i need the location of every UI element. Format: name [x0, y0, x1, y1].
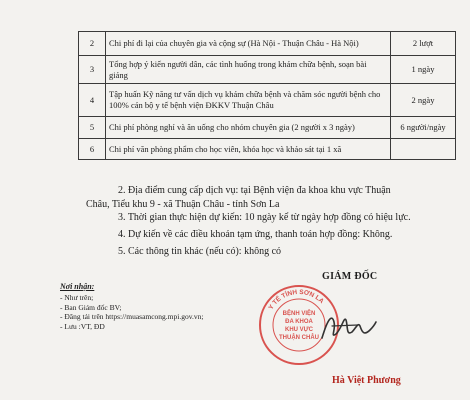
seal-line: ĐA KHOA — [285, 319, 313, 325]
recipient-item: - Ban Giám đốc BV; — [60, 303, 122, 312]
table-row — [79, 32, 456, 56]
seal-line: BỆNH VIỆN — [282, 311, 316, 317]
recipient-item: - Đăng tải trên https://muasamcong.mpi.gov.vn; — [60, 312, 204, 321]
row-quantity: 6 người/ngày — [391, 117, 456, 139]
other-info-line: 5. Các thông tin khác (nếu có): không có — [118, 246, 282, 257]
seal-ring-text: Y TẾ TỈNH SƠN LA — [267, 288, 325, 312]
row-description: Chi phí phòng nghỉ và ăn uống cho nhóm chuyên gia (2 người x 3 ngày) — [106, 117, 391, 139]
row-number: 6 — [79, 139, 106, 160]
row-description: Tổng hợp ý kiến người dân, các tình huống trong khám chữa bệnh, soạn bài giảng — [106, 56, 391, 84]
row-number: 3 — [79, 56, 106, 84]
row-number: 2 — [79, 32, 106, 56]
seal-line: KHU VỰC — [285, 327, 313, 333]
payment-terms-line: 4. Dự kiến về các điều khoản tạm ứng, thanh toán hợp đồng: Không. — [118, 229, 393, 240]
location-line-1: 2. Địa điểm cung cấp dịch vụ: tại Bệnh viện đa khoa khu vực Thuận — [118, 185, 391, 196]
table-row — [79, 117, 456, 139]
table-row — [79, 139, 456, 160]
row-number: 5 — [79, 117, 106, 139]
location-line-2: Châu, Tiểu khu 9 - xã Thuận Châu - tỉnh Sơn La — [86, 199, 280, 210]
table-row — [79, 84, 456, 117]
duration-line: 3. Thời gian thực hiện dự kiến: 10 ngày kể từ ngày hợp đồng có hiệu lực. — [118, 212, 411, 223]
row-quantity — [391, 139, 456, 160]
row-description: Chi phí văn phòng phẩm cho học viên, khóa học và khảo sát tại 1 xã — [106, 139, 391, 160]
row-description: Tập huấn Kỹ năng tư vấn dịch vụ khám chữa bệnh và chăm sóc người bệnh cho 100% cán bộ y tế bệnh viện ĐKKV Thuận Châu — [106, 84, 391, 117]
director-title: GIÁM ĐỐC — [322, 271, 378, 282]
seal-line: THUẬN CHÂU — [279, 335, 319, 341]
signer-name: Hà Việt Phương — [332, 375, 401, 386]
recipient-item: - Như trên; — [60, 293, 94, 302]
recipients-title: Nơi nhận: — [60, 282, 95, 291]
row-quantity: 2 lượt — [391, 32, 456, 56]
table-row — [79, 56, 456, 84]
row-description: Chi phí đi lại của chuyên gia và cộng sự (Hà Nội - Thuận Châu - Hà Nội) — [106, 32, 391, 56]
handwritten-signature-icon — [318, 308, 378, 346]
row-quantity: 1 ngày — [391, 56, 456, 84]
row-quantity: 2 ngày — [391, 84, 456, 117]
recipient-item: - Lưu :VT, ĐD — [60, 322, 105, 331]
services-table — [78, 31, 456, 160]
row-number: 4 — [79, 84, 106, 117]
